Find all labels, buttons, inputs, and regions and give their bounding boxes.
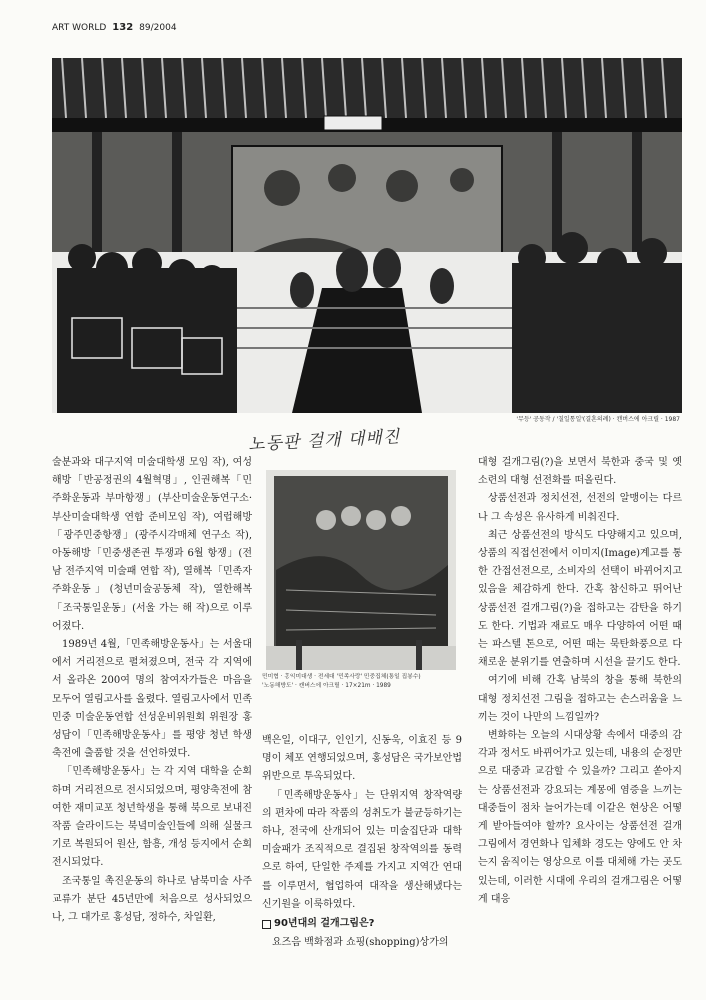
banner-painting-illustration	[266, 470, 456, 670]
column-2	[262, 732, 462, 952]
paragraph: 1989년 4월,「민족해방운동사」는 서울대에서 거리전으로 펼쳐졌으며, 전국 각 지역에서 올라온 200여 명의 참여자가들은 마음을 모두어 열림고사를 올렸다. 열림고사에서 민족민중 미술운동연합 선성운비위원회 위원장 홍성담이「민족해방운동사」를 평양 청년 학생축전에 출품할 것을 선언하였다.	[52, 639, 252, 760]
top-photo	[52, 58, 682, 413]
handwritten-note: 노동판 걸개 대배진	[247, 427, 401, 455]
page-number: 132	[112, 22, 134, 33]
magazine-name: ART WORLD	[52, 23, 107, 33]
paragraph: 대형 걸개그림(?)을 보면서 북한과 중국 및 옛 소련의 대형 선전화를 떠올린다.	[478, 457, 682, 487]
column-1	[52, 454, 252, 927]
paragraph: 백은일, 이대구, 인인기, 신동욱, 이효진 등 9명이 체포 연행되었으며, 홍성담은 국가보안법 위반으로 투옥되었다.	[262, 735, 462, 783]
paragraph: 여기에 비해 간혹 남북의 창을 통해 북한의 대형 정치선전 그림을 접하고는 손스러움을 느끼는 것이 나만의 느낌일까?	[478, 675, 682, 723]
section-subheading	[262, 915, 462, 933]
caption-line: 민미협 · 홍익미대생 · 전세대 '민족사랑' 민중집체(통일 집봉수)	[262, 674, 421, 680]
paragraph: 최근 상품선전의 방식도 다양해지고 있으며, 상품의 직접선전에서 이미지(Image)계고를 통한 간접선전으로, 소비자의 선택이 바뀌어지고 있음을 체감하게 한다. 간혹 참신하고 뛰어난 상품선전 걸개그림(?)을 접하고는 감탄을 하기도 한다. 기법과 재료도 매우 다양하여 어떤 때는 파스텔 톤으로, 어떤 때는 묵탄화풍으로 다채로운 분위기를 연출하며 시선을 끌기도 한다.	[478, 529, 682, 669]
paragraph: 「민족해방운동사」는 각 지역 대학을 순회하며 거리전으로 전시되었으며, 평양축전에 참여한 재미교포 청년학생을 통해 북으로 보내진 작품 슬라이드는 북녘미술인들에 의해 실물크기로 복원되어 원산, 함흥, 개성 등지에서 순회전시되었다.	[52, 766, 252, 869]
paragraph: 술분과와 대구지역 미술대학생 모임 작), 여성해방「반공정권의 4월혁명」, 인권해복「민주화운동과 부마항쟁」(부산미술운동연구소·부산미술대학생 연합 준비모임 작), 여럽해방「광주민중항쟁」(광주시각매체 연구소 작), 아동해방「민중생존권 투쟁과 6월 항쟁」(전남 전주지역 미술패 연합 작), 열해복「민족자주화운동」(청년미술공동체 작), 열한해복「조국통일운동」(서울 가는 해 작)으로 이루어졌다.	[52, 457, 252, 632]
paragraph: 「민족해방운동사」는 단위지역 창작역량의 편차에 따라 작품의 성취도가 불균등하기는 하나, 전국에 산개되어 있는 미술집단과 대학미술패가 조직적으로 결집된 창작역의를 동력으로 하여, 단일한 주제를 가지고 지역간 연대를 이루면서, 협업하여 대작을 생산해냈다는 신기원을 이룩하였다.	[262, 789, 462, 910]
top-photo-caption: '무등' 공동작 / '칠일통일'(결혼의례) · 캔버스에 아크릴 · 1987	[516, 416, 680, 423]
paragraph: 요즈음 백화점과 쇼핑(shopping)상가의	[272, 937, 449, 949]
paragraph: 변화하는 오늘의 시대상황 속에서 대중의 감각과 정서도 바뀌어가고 있는데, 내용의 순정만으로 대중과 교감할 수 있을까? 그리고 쏟아지는 상품선전과 강요되는 계몽에 염증을 느끼는 대중들이 점차 늘어가는데 이같은 현상은 어떻게 받아들여야 할까? 요사이는 상품선전 걸개그림에서 경연화나 입체화 경도는 양에도 안 차는지 움직이는 영상으로 이를 대체해 가는 곳도 있는데, 이러한 시대에 우리의 걸개그림은 어떻게 대응	[478, 730, 682, 905]
temple-ceremony-illustration	[52, 58, 682, 413]
subheading-text: 90년대의 걸개그림은?	[274, 918, 375, 930]
middle-photo	[266, 470, 456, 670]
caption-line: '노동해방도' · 캔버스에 아크릴 · 17×21m · 1989	[262, 683, 391, 689]
middle-photo-caption	[262, 673, 460, 691]
page-header	[52, 22, 177, 33]
square-bullet-icon	[262, 920, 271, 929]
paragraph: 상품선전과 정치선전, 선전의 알맹이는 다르나 그 속성은 유사하게 비춰진다.	[478, 493, 682, 523]
paragraph: 조국통일 촉진운동의 하나로 남북미술 사주교류가 분단 45년만에 처음으로 성사되었으나, 그 대가로 홍성담, 정하수, 차일환,	[52, 875, 252, 924]
column-3	[478, 454, 682, 909]
issue-number: 89/2004	[139, 23, 177, 33]
